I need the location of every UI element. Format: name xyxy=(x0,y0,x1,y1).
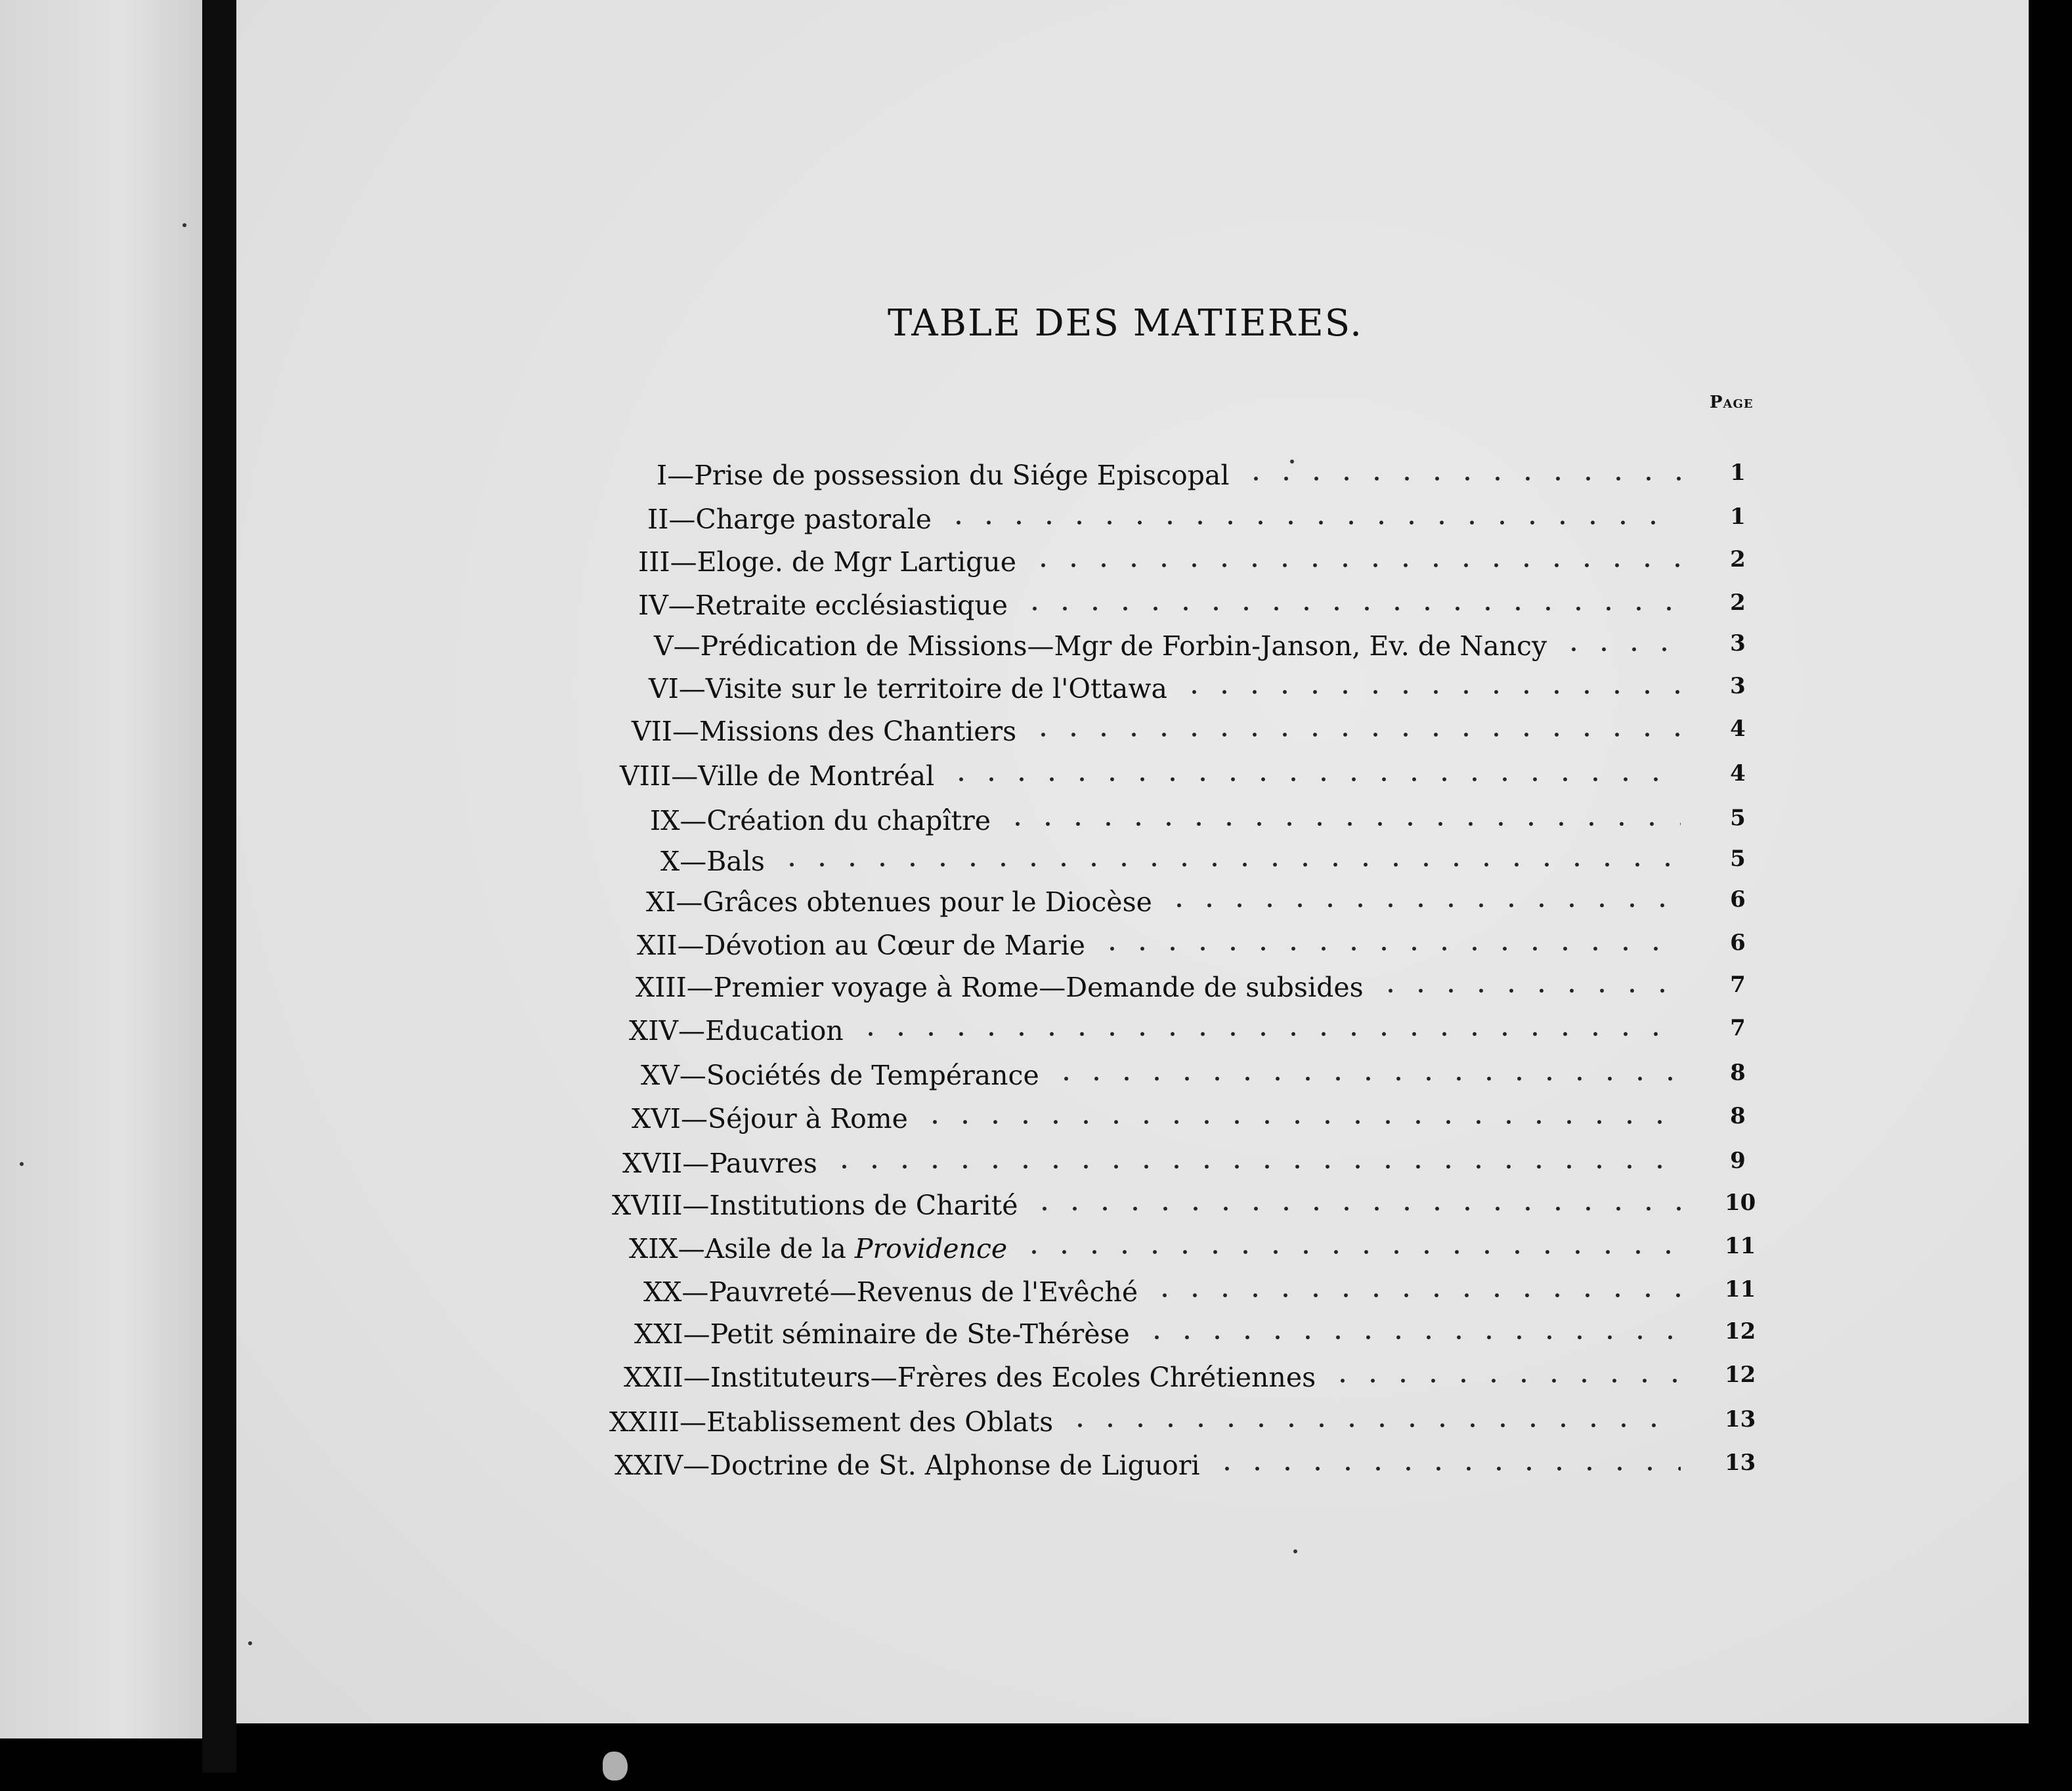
dot-leader xyxy=(829,1163,1681,1170)
toc-entry xyxy=(0,930,2072,969)
toc-entry xyxy=(0,1318,2072,1358)
toc-entry xyxy=(0,1190,2072,1229)
toc-entry xyxy=(0,716,2072,755)
toc-page-number: 5 xyxy=(1730,846,1746,872)
toc-page-number: 6 xyxy=(1730,930,1746,956)
toc-entry-title: XIII—Premier voyage à Rome—Demande de subsides xyxy=(636,972,1364,1003)
toc-entry-title-text: XIX—Asile de la xyxy=(629,1233,855,1264)
toc-entry-title: XXIV—Doctrine de St. Alphonse de Liguori xyxy=(615,1450,1200,1481)
dot-leader xyxy=(1065,1422,1681,1429)
dot-leader xyxy=(1142,1334,1681,1341)
toc-page-number: 11 xyxy=(1725,1276,1756,1303)
toc-page-number: 7 xyxy=(1730,1015,1746,1041)
toc-entry xyxy=(0,1015,2072,1054)
dot-leader xyxy=(1164,902,1681,909)
toc-entry xyxy=(0,805,2072,844)
toc-page-number: 1 xyxy=(1730,504,1746,530)
dot-leader xyxy=(1097,945,1681,952)
toc-entry-title: VII—Missions des Chantiers xyxy=(632,716,1017,747)
toc-page-number: 12 xyxy=(1725,1318,1756,1345)
toc-page-number: 13 xyxy=(1725,1450,1756,1476)
dot-leader xyxy=(1029,1205,1681,1212)
toc-entry-title: XXIII—Etablissement des Oblats xyxy=(609,1406,1054,1438)
toc-entry xyxy=(0,886,2072,926)
page-column-header: Page xyxy=(1710,393,1754,412)
toc-entry xyxy=(0,1450,2072,1489)
toc-page-number: 3 xyxy=(1730,673,1746,699)
toc-entry xyxy=(0,673,2072,712)
toc-page-number: 10 xyxy=(1725,1190,1756,1216)
toc-entry-title: XII—Dévotion au Cœur de Marie xyxy=(637,930,1086,961)
toc-page-number: 2 xyxy=(1730,546,1746,572)
toc-entry xyxy=(0,630,2072,670)
toc-entry xyxy=(0,546,2072,586)
toc-entry-title xyxy=(629,1233,1007,1264)
dot-leader xyxy=(1559,646,1681,653)
dot-leader xyxy=(946,776,1681,783)
dot-leader xyxy=(1327,1377,1681,1384)
dot-leader xyxy=(943,519,1681,526)
dot-leader xyxy=(1028,731,1681,738)
dot-leader xyxy=(777,861,1681,868)
dot-leader xyxy=(1375,987,1681,994)
dot-leader xyxy=(1241,475,1681,482)
toc-entry xyxy=(0,1148,2072,1187)
toc-page-number: 9 xyxy=(1730,1148,1746,1174)
toc-entry-title: XXI—Petit séminaire de Ste-Thérèse xyxy=(634,1318,1130,1350)
toc-entry xyxy=(0,1362,2072,1401)
dot-leader xyxy=(1051,1075,1681,1082)
toc-page-number: 8 xyxy=(1730,1103,1746,1129)
dot-leader xyxy=(1019,1249,1681,1255)
toc-page-number: 4 xyxy=(1730,716,1746,742)
toc-page-number: 3 xyxy=(1730,630,1746,657)
toc-entry-title: XV—Sociétés de Tempérance xyxy=(641,1060,1039,1091)
toc-page-number: 7 xyxy=(1730,972,1746,998)
toc-entry-title: IV—Retraite ecclésiastique xyxy=(638,590,1008,621)
page-blemish xyxy=(603,1752,628,1780)
toc-entry-title: XVII—Pauvres xyxy=(622,1148,817,1179)
toc-page-number: 12 xyxy=(1725,1362,1756,1388)
toc-page-number: 6 xyxy=(1730,886,1746,913)
dot-leader xyxy=(1212,1465,1681,1472)
toc-entry-title: XVI—Séjour à Rome xyxy=(632,1103,908,1134)
page-title: TABLE DES MATIERES. xyxy=(888,302,1363,345)
dot-leader xyxy=(1020,605,1681,612)
toc-entry-title: V—Prédication de Missions—Mgr de Forbin-Janson, Ev. de Nancy xyxy=(654,630,1547,662)
toc-entry-title: XX—Pauvreté—Revenus de l'Evêché xyxy=(643,1276,1138,1308)
toc-entry-title: VIII—Ville de Montréal xyxy=(620,760,935,792)
toc-entry-title: II—Charge pastorale xyxy=(647,504,932,535)
toc-entry-title: XXII—Instituteurs—Frères des Ecoles Chrétiennes xyxy=(624,1362,1316,1393)
toc-entry xyxy=(0,504,2072,543)
toc-page-number: 5 xyxy=(1730,805,1746,831)
toc-entry-title: I—Prise de possession du Siége Episcopal xyxy=(657,460,1230,491)
toc-page-number: 8 xyxy=(1730,1060,1746,1086)
toc-entry-title: XI—Grâces obtenues pour le Diocèse xyxy=(646,886,1152,918)
toc-entry xyxy=(0,846,2072,885)
toc-entry xyxy=(0,1406,2072,1446)
toc-page-number: 2 xyxy=(1730,590,1746,616)
toc-entry-title-italic: Providence xyxy=(854,1233,1008,1264)
toc-entry xyxy=(0,1103,2072,1142)
dot-leader xyxy=(1150,1292,1681,1299)
toc-entry-title: III—Eloge. de Mgr Lartigue xyxy=(638,546,1017,578)
toc-entry xyxy=(0,1060,2072,1099)
toc-page-number: 13 xyxy=(1725,1406,1756,1433)
toc-entry-title: VI—Visite sur le territoire de l'Ottawa xyxy=(649,673,1167,704)
dot-leader xyxy=(1028,562,1681,569)
toc-entry xyxy=(0,460,2072,499)
toc-entry xyxy=(0,972,2072,1011)
dot-leader xyxy=(1179,689,1681,695)
toc-entry-title: XIV—Education xyxy=(629,1015,844,1047)
dot-leader xyxy=(1003,821,1681,827)
toc-page-number: 11 xyxy=(1725,1233,1756,1259)
toc-entry-title: X—Bals xyxy=(660,846,765,877)
toc-page-number: 1 xyxy=(1730,460,1746,486)
dot-leader xyxy=(855,1031,1681,1037)
toc-entry-title: XVIII—Institutions de Charité xyxy=(612,1190,1018,1221)
toc-page-number: 4 xyxy=(1730,760,1746,787)
toc-entry xyxy=(0,760,2072,800)
toc-entry xyxy=(0,1276,2072,1316)
toc-entry xyxy=(0,590,2072,629)
toc-entry-title: IX—Création du chapître xyxy=(650,805,991,836)
toc-entry xyxy=(0,1233,2072,1272)
dot-leader xyxy=(920,1119,1681,1125)
